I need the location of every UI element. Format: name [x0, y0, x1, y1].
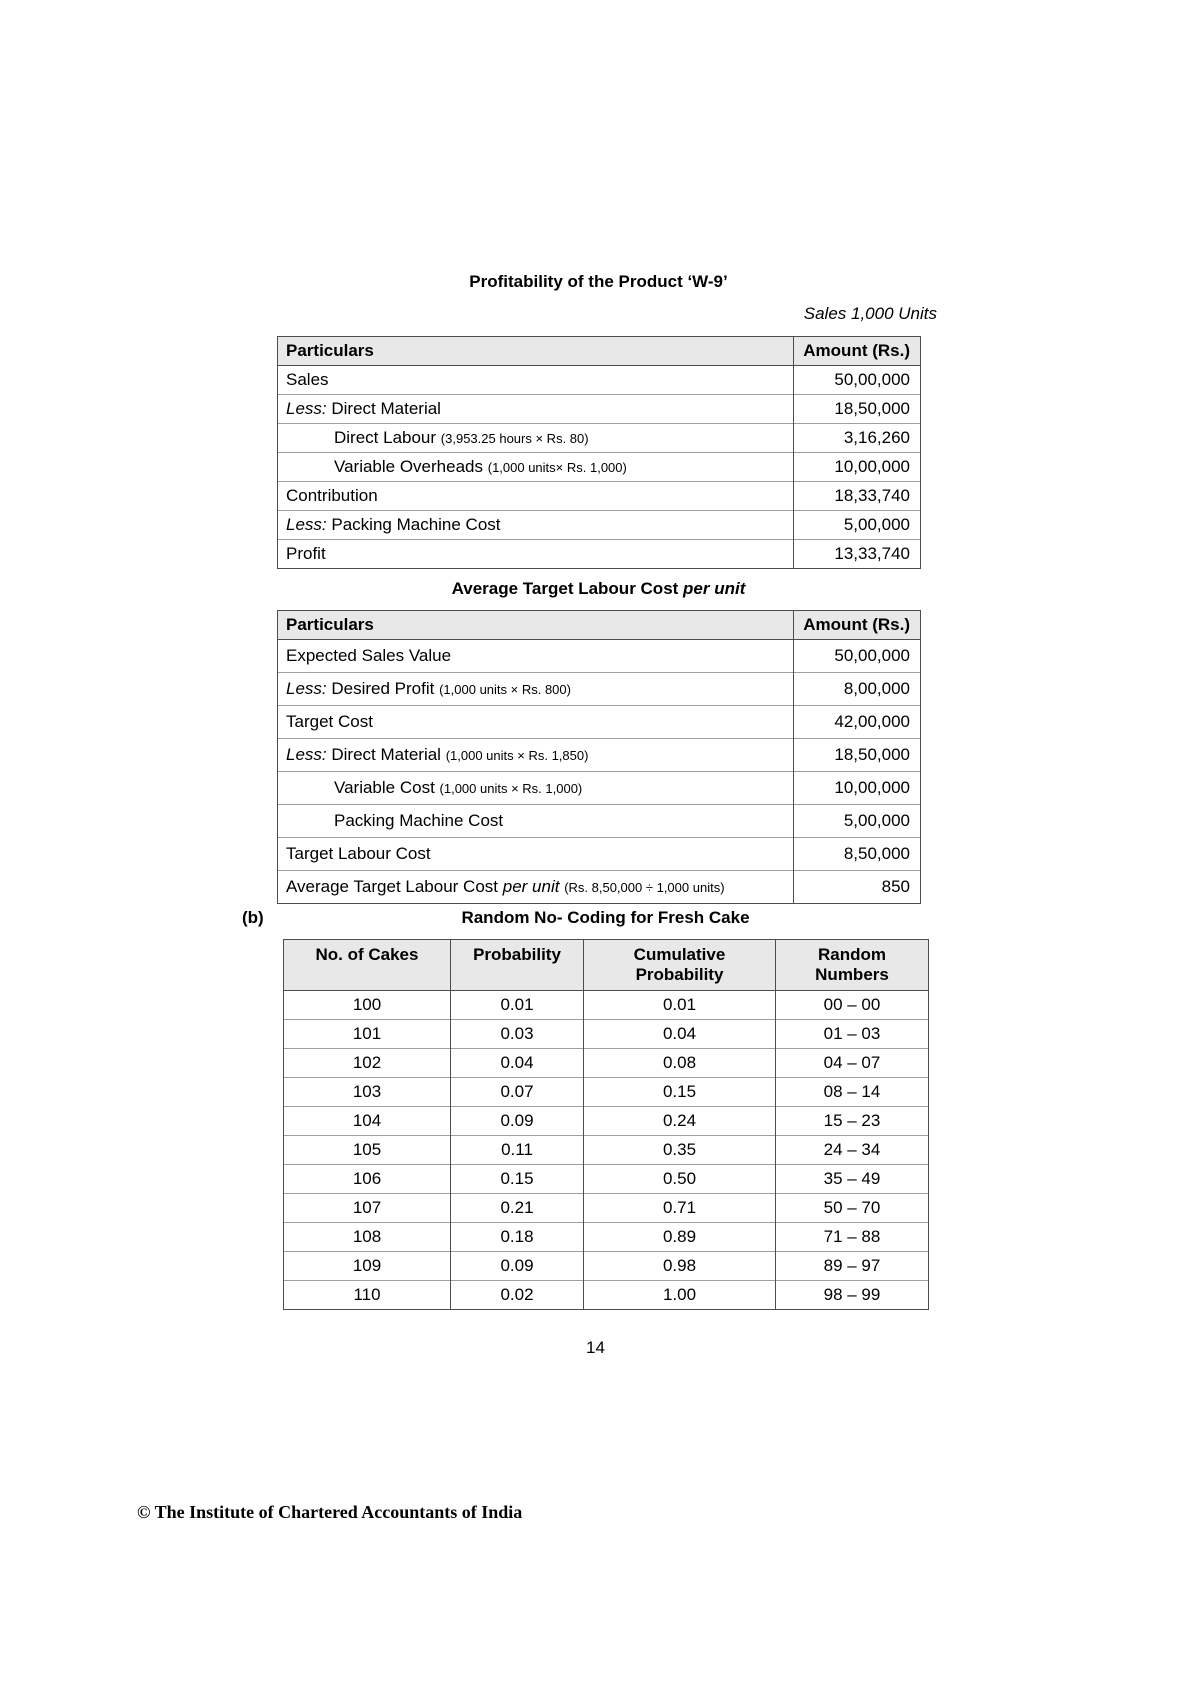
- particulars-header: Particulars: [278, 337, 794, 366]
- table-row: [278, 838, 921, 871]
- table-row: [284, 1223, 929, 1252]
- amount-header: Amount (Rs.): [794, 337, 921, 366]
- table-row: [284, 1194, 929, 1223]
- cakes-cell: 100: [284, 991, 451, 1020]
- probability-cell: 0.03: [451, 1020, 584, 1049]
- cumulative-cell: 1.00: [584, 1281, 776, 1310]
- row-label: Average Target Labour Cost: [286, 877, 499, 896]
- table-row: [278, 366, 921, 395]
- target-cost-title: [277, 579, 920, 599]
- random-range-cell: 89 – 97: [776, 1252, 929, 1281]
- table-row: [278, 395, 921, 424]
- table-row: [278, 453, 921, 482]
- probability-cell: 0.18: [451, 1223, 584, 1252]
- cumulative-probability-header: Cumulative Probability: [584, 940, 776, 991]
- random-range-cell: 15 – 23: [776, 1107, 929, 1136]
- amount-cell: 50,00,000: [794, 640, 921, 673]
- sales-units-note: Sales 1,000 Units: [803, 304, 937, 323]
- row-detail: (Rs. 8,50,000 ÷ 1,000 units): [564, 880, 725, 895]
- table-row: [278, 540, 921, 569]
- row-label: Direct Material: [331, 745, 441, 764]
- particulars-header: Particulars: [278, 611, 794, 640]
- probability-cell: 0.02: [451, 1281, 584, 1310]
- profitability-table: [277, 336, 921, 569]
- table-row: [278, 640, 921, 673]
- row-label: Direct Material: [331, 399, 441, 418]
- cakes-cell: 106: [284, 1165, 451, 1194]
- section-a-title: Profitability of the Product ‘W-9’: [469, 272, 728, 291]
- table-row: [278, 772, 921, 805]
- amount-cell: 850: [794, 871, 921, 904]
- cumulative-cell: 0.89: [584, 1223, 776, 1252]
- cakes-cell: 110: [284, 1281, 451, 1310]
- table-header-row: [278, 337, 921, 366]
- cumulative-cell: 0.04: [584, 1020, 776, 1049]
- row-label: Contribution: [286, 486, 378, 505]
- probability-cell: 0.09: [451, 1107, 584, 1136]
- table-row: [278, 511, 921, 540]
- target-cost-title-main: Average Target Labour Cost: [451, 579, 679, 598]
- probability-cell: 0.07: [451, 1078, 584, 1107]
- table-row: [284, 1078, 929, 1107]
- amount-cell: 8,50,000: [794, 838, 921, 871]
- amount-cell: 8,00,000: [794, 673, 921, 706]
- table-row: [284, 991, 929, 1020]
- cumulative-cell: 0.35: [584, 1136, 776, 1165]
- section-b-title: Random No- Coding for Fresh Cake: [461, 908, 750, 927]
- row-label: Packing Machine Cost: [331, 515, 501, 534]
- table-row: [284, 1252, 929, 1281]
- amount-cell: 18,33,740: [794, 482, 921, 511]
- row-detail: (1,000 units × Rs. 1,000): [439, 781, 583, 796]
- random-range-cell: 08 – 14: [776, 1078, 929, 1107]
- particulars-cell: [278, 366, 794, 395]
- table-row: [278, 424, 921, 453]
- section-b-marker: (b): [242, 908, 264, 927]
- amount-cell: 13,33,740: [794, 540, 921, 569]
- random-range-cell: 98 – 99: [776, 1281, 929, 1310]
- row-label: Profit: [286, 544, 326, 563]
- random-range-cell: 35 – 49: [776, 1165, 929, 1194]
- amount-cell: 50,00,000: [794, 366, 921, 395]
- particulars-cell: [278, 739, 794, 772]
- particulars-cell: [278, 673, 794, 706]
- particulars-cell: [278, 772, 794, 805]
- table-header-row: [284, 940, 929, 991]
- page-number: 14: [586, 1338, 605, 1357]
- row-label: Expected Sales Value: [286, 646, 452, 665]
- row-label: Target Cost: [286, 712, 373, 731]
- cakes-cell: 104: [284, 1107, 451, 1136]
- table-row: [278, 805, 921, 838]
- cakes-cell: 108: [284, 1223, 451, 1252]
- row-label: Variable Overheads: [334, 457, 483, 476]
- random-range-cell: 04 – 07: [776, 1049, 929, 1078]
- probability-cell: 0.09: [451, 1252, 584, 1281]
- amount-cell: 18,50,000: [794, 395, 921, 424]
- table-row: [284, 1136, 929, 1165]
- particulars-cell: [278, 640, 794, 673]
- amount-cell: 10,00,000: [794, 772, 921, 805]
- cumulative-cell: 0.71: [584, 1194, 776, 1223]
- cumulative-cell: 0.24: [584, 1107, 776, 1136]
- row-detail: (1,000 units × Rs. 800): [439, 682, 571, 697]
- particulars-cell: [278, 424, 794, 453]
- table-row: [284, 1107, 929, 1136]
- table-row: [284, 1165, 929, 1194]
- cumulative-cell: 0.15: [584, 1078, 776, 1107]
- table-row: [278, 871, 921, 904]
- cakes-cell: 102: [284, 1049, 451, 1078]
- particulars-cell: [278, 871, 794, 904]
- random-range-cell: 24 – 34: [776, 1136, 929, 1165]
- particulars-cell: [278, 706, 794, 739]
- copyright-footer: © The Institute of Chartered Accountants of India: [137, 1502, 523, 1522]
- row-label: Target Labour Cost: [286, 844, 431, 863]
- random-range-cell: 00 – 00: [776, 991, 929, 1020]
- less-prefix: Less:: [286, 399, 327, 418]
- amount-cell: 5,00,000: [794, 511, 921, 540]
- table-row: [284, 1020, 929, 1049]
- row-label-italic: per unit: [502, 877, 560, 896]
- particulars-cell: [278, 482, 794, 511]
- random-range-cell: 01 – 03: [776, 1020, 929, 1049]
- random-range-cell: 50 – 70: [776, 1194, 929, 1223]
- target-cost-title-italic: per unit: [683, 579, 746, 598]
- less-prefix: Less:: [286, 745, 327, 764]
- row-label: Packing Machine Cost: [334, 811, 504, 830]
- cumulative-cell: 0.01: [584, 991, 776, 1020]
- table-row: [278, 739, 921, 772]
- probability-cell: 0.04: [451, 1049, 584, 1078]
- row-label: Sales: [286, 370, 329, 389]
- less-prefix: Less:: [286, 679, 327, 698]
- cumulative-cell: 0.98: [584, 1252, 776, 1281]
- table-header-row: [278, 611, 921, 640]
- amount-header: Amount (Rs.): [794, 611, 921, 640]
- particulars-cell: [278, 511, 794, 540]
- amount-cell: 18,50,000: [794, 739, 921, 772]
- amount-cell: 42,00,000: [794, 706, 921, 739]
- particulars-cell: [278, 805, 794, 838]
- table-row: [278, 673, 921, 706]
- row-detail: (3,953.25 hours × Rs. 80): [440, 431, 589, 446]
- amount-cell: 5,00,000: [794, 805, 921, 838]
- amount-cell: 10,00,000: [794, 453, 921, 482]
- cumulative-cell: 0.08: [584, 1049, 776, 1078]
- random-coding-table: [283, 939, 929, 1310]
- particulars-cell: [278, 453, 794, 482]
- row-label: Desired Profit: [331, 679, 435, 698]
- row-label: Variable Cost: [334, 778, 435, 797]
- cakes-cell: 109: [284, 1252, 451, 1281]
- table-row: [278, 482, 921, 511]
- cumulative-cell: 0.50: [584, 1165, 776, 1194]
- table-row: [278, 706, 921, 739]
- cakes-cell: 105: [284, 1136, 451, 1165]
- cakes-cell: 101: [284, 1020, 451, 1049]
- particulars-cell: [278, 540, 794, 569]
- row-detail: (1,000 units × Rs. 1,850): [445, 748, 589, 763]
- table-row: [284, 1281, 929, 1310]
- row-label: Direct Labour: [334, 428, 437, 447]
- random-range-cell: 71 – 88: [776, 1223, 929, 1252]
- target-labour-cost-table: [277, 610, 921, 904]
- row-detail: (1,000 units× Rs. 1,000): [487, 460, 627, 475]
- probability-cell: 0.21: [451, 1194, 584, 1223]
- probability-header: Probability: [451, 940, 584, 991]
- particulars-cell: [278, 838, 794, 871]
- table-row: [284, 1049, 929, 1078]
- probability-cell: 0.11: [451, 1136, 584, 1165]
- particulars-cell: [278, 395, 794, 424]
- cakes-cell: 103: [284, 1078, 451, 1107]
- less-prefix: Less:: [286, 515, 327, 534]
- amount-cell: 3,16,260: [794, 424, 921, 453]
- random-numbers-header: Random Numbers: [776, 940, 929, 991]
- cakes-header: No. of Cakes: [284, 940, 451, 991]
- probability-cell: 0.01: [451, 991, 584, 1020]
- probability-cell: 0.15: [451, 1165, 584, 1194]
- cakes-cell: 107: [284, 1194, 451, 1223]
